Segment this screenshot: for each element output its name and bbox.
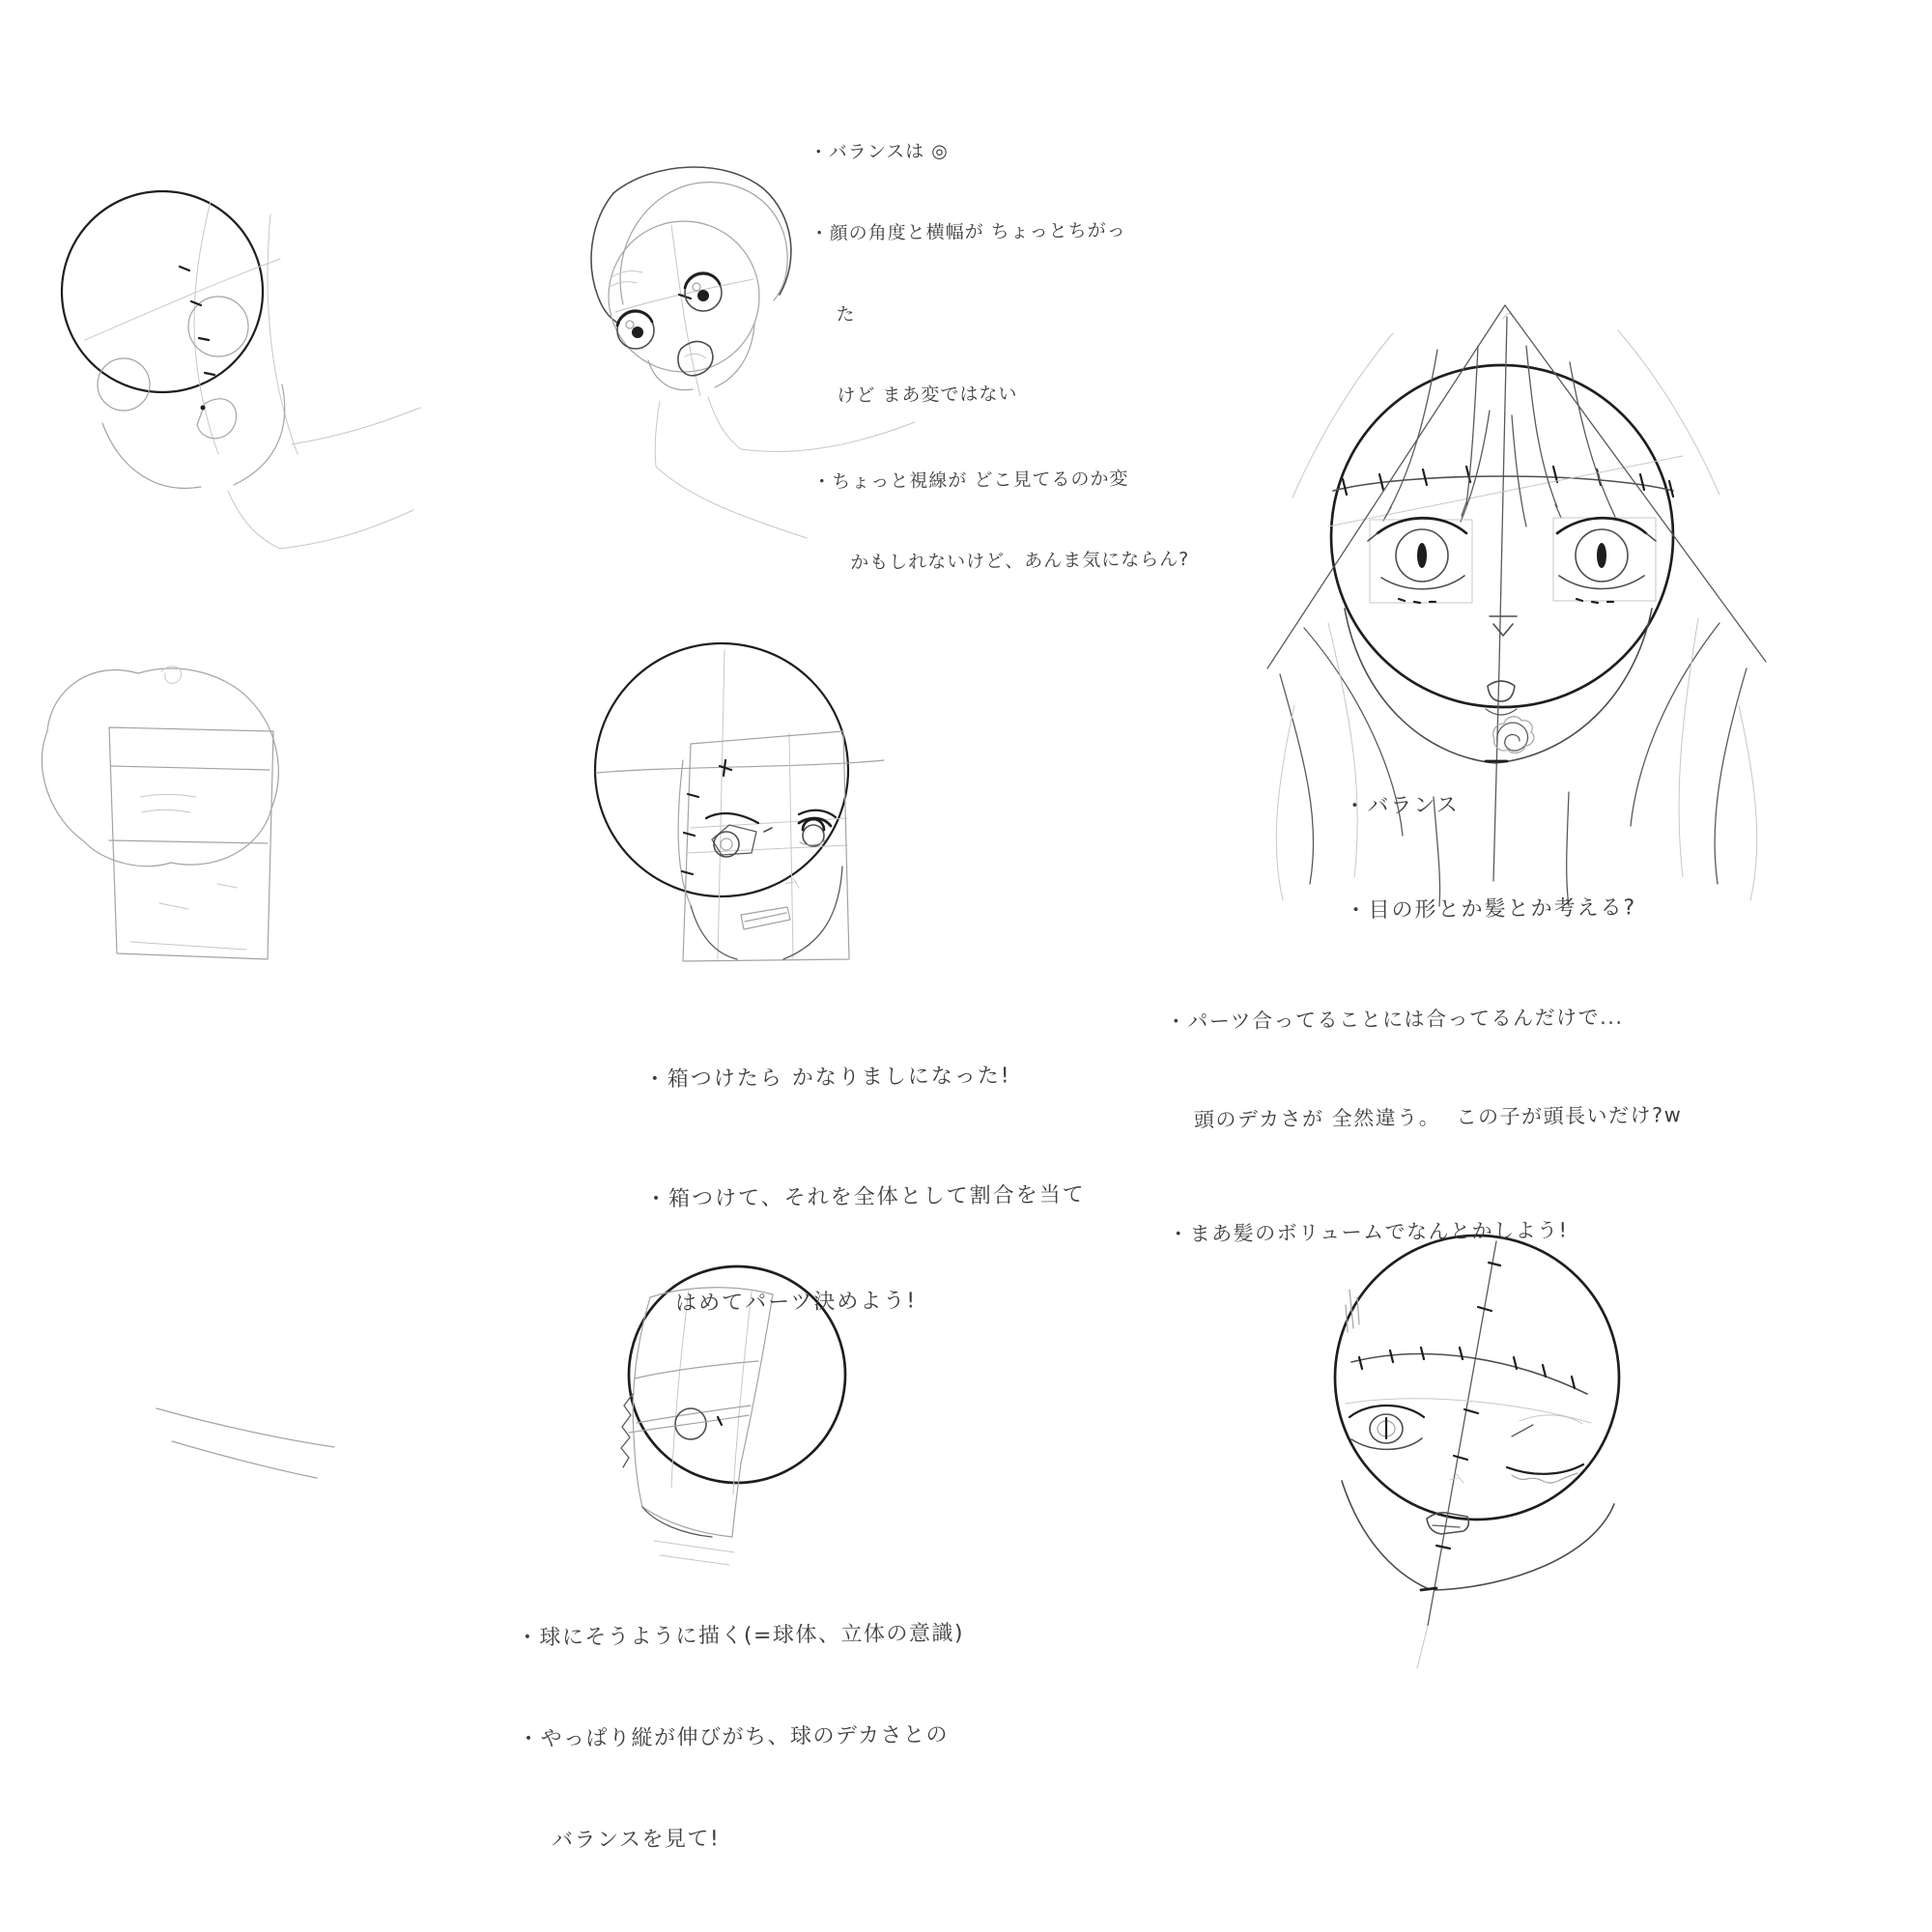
chin-jaw <box>648 324 754 390</box>
note-box-method <box>643 989 1088 1392</box>
neck-shoulder <box>228 408 420 549</box>
open-eye <box>1350 1406 1424 1449</box>
skull-circle <box>62 191 263 392</box>
jaw <box>102 384 285 488</box>
mouth <box>197 399 237 439</box>
note-line: ・目の形とか髪とか考える? <box>1345 895 1637 923</box>
note-line: ・やっぱり縦が伸びがち、球のデカさとの <box>517 1722 950 1752</box>
note-line: ・顔の角度と横幅が ちょっとちがっ <box>810 219 1126 245</box>
note-line: た <box>836 303 856 326</box>
brow-wrinkles <box>610 270 642 287</box>
note-line: 頭のデカさが 全然違う。 この子が頭長いだけ?w <box>1193 1103 1683 1132</box>
note-line: ・パーツ合ってることには合ってるんだけで... <box>1165 1005 1624 1034</box>
left-eye <box>617 311 654 349</box>
hair-blob <box>42 667 278 867</box>
stray-pen-lines <box>145 1381 357 1497</box>
mouth <box>741 907 790 929</box>
note-line: ・バランス <box>1344 793 1460 819</box>
note-proportion-feedback <box>1165 934 1684 1317</box>
note-line: ・箱つけたら かなりましになった! <box>643 1064 1011 1093</box>
nose <box>1450 1473 1463 1483</box>
note-top-feedback <box>809 81 1190 631</box>
closed-eye <box>1507 1415 1583 1483</box>
note-line: ・球にそうように描く(=球体、立体の意識) <box>516 1621 965 1651</box>
guide-lines <box>85 201 298 454</box>
jaw <box>1342 1481 1614 1590</box>
face-hints <box>130 794 246 950</box>
face-box <box>109 727 273 959</box>
right-eye <box>1557 518 1656 603</box>
brow-guide <box>1346 1348 1591 1423</box>
bangs <box>1383 346 1615 526</box>
note-line: かもしれないけど、あんま気にならん? <box>850 548 1190 574</box>
note-sphere-method <box>516 1549 967 1926</box>
note-line: はめてパーツ決めよう! <box>675 1289 918 1317</box>
note-line: ・バランスは ◎ <box>809 140 949 164</box>
note-line: ・箱つけて、それを全体として割合を当て <box>644 1182 1086 1212</box>
note-line: ・ちょっと視線が どこ見てるのか変 <box>812 468 1129 494</box>
note-line: バランスを見て! <box>551 1827 721 1854</box>
tilted-head-construction-sketch <box>39 155 444 560</box>
nose-lips-profile <box>621 1394 633 1467</box>
hood-band <box>591 167 791 324</box>
note-line: ・まあ髪のボリュームでなんとかしよう! <box>1168 1218 1569 1246</box>
jaw <box>678 760 842 959</box>
guides <box>629 1415 749 1433</box>
nose <box>1490 616 1517 636</box>
guide-lines <box>596 650 884 959</box>
eyes <box>98 297 248 411</box>
three-quarter-box-head-sketch <box>565 623 903 1009</box>
eye-guide <box>1328 456 1683 526</box>
brows <box>706 810 836 823</box>
note-line: けど まあ変ではない <box>837 383 1018 407</box>
left-eye <box>1368 518 1466 603</box>
blob-hair-box-head-sketch <box>24 652 324 990</box>
